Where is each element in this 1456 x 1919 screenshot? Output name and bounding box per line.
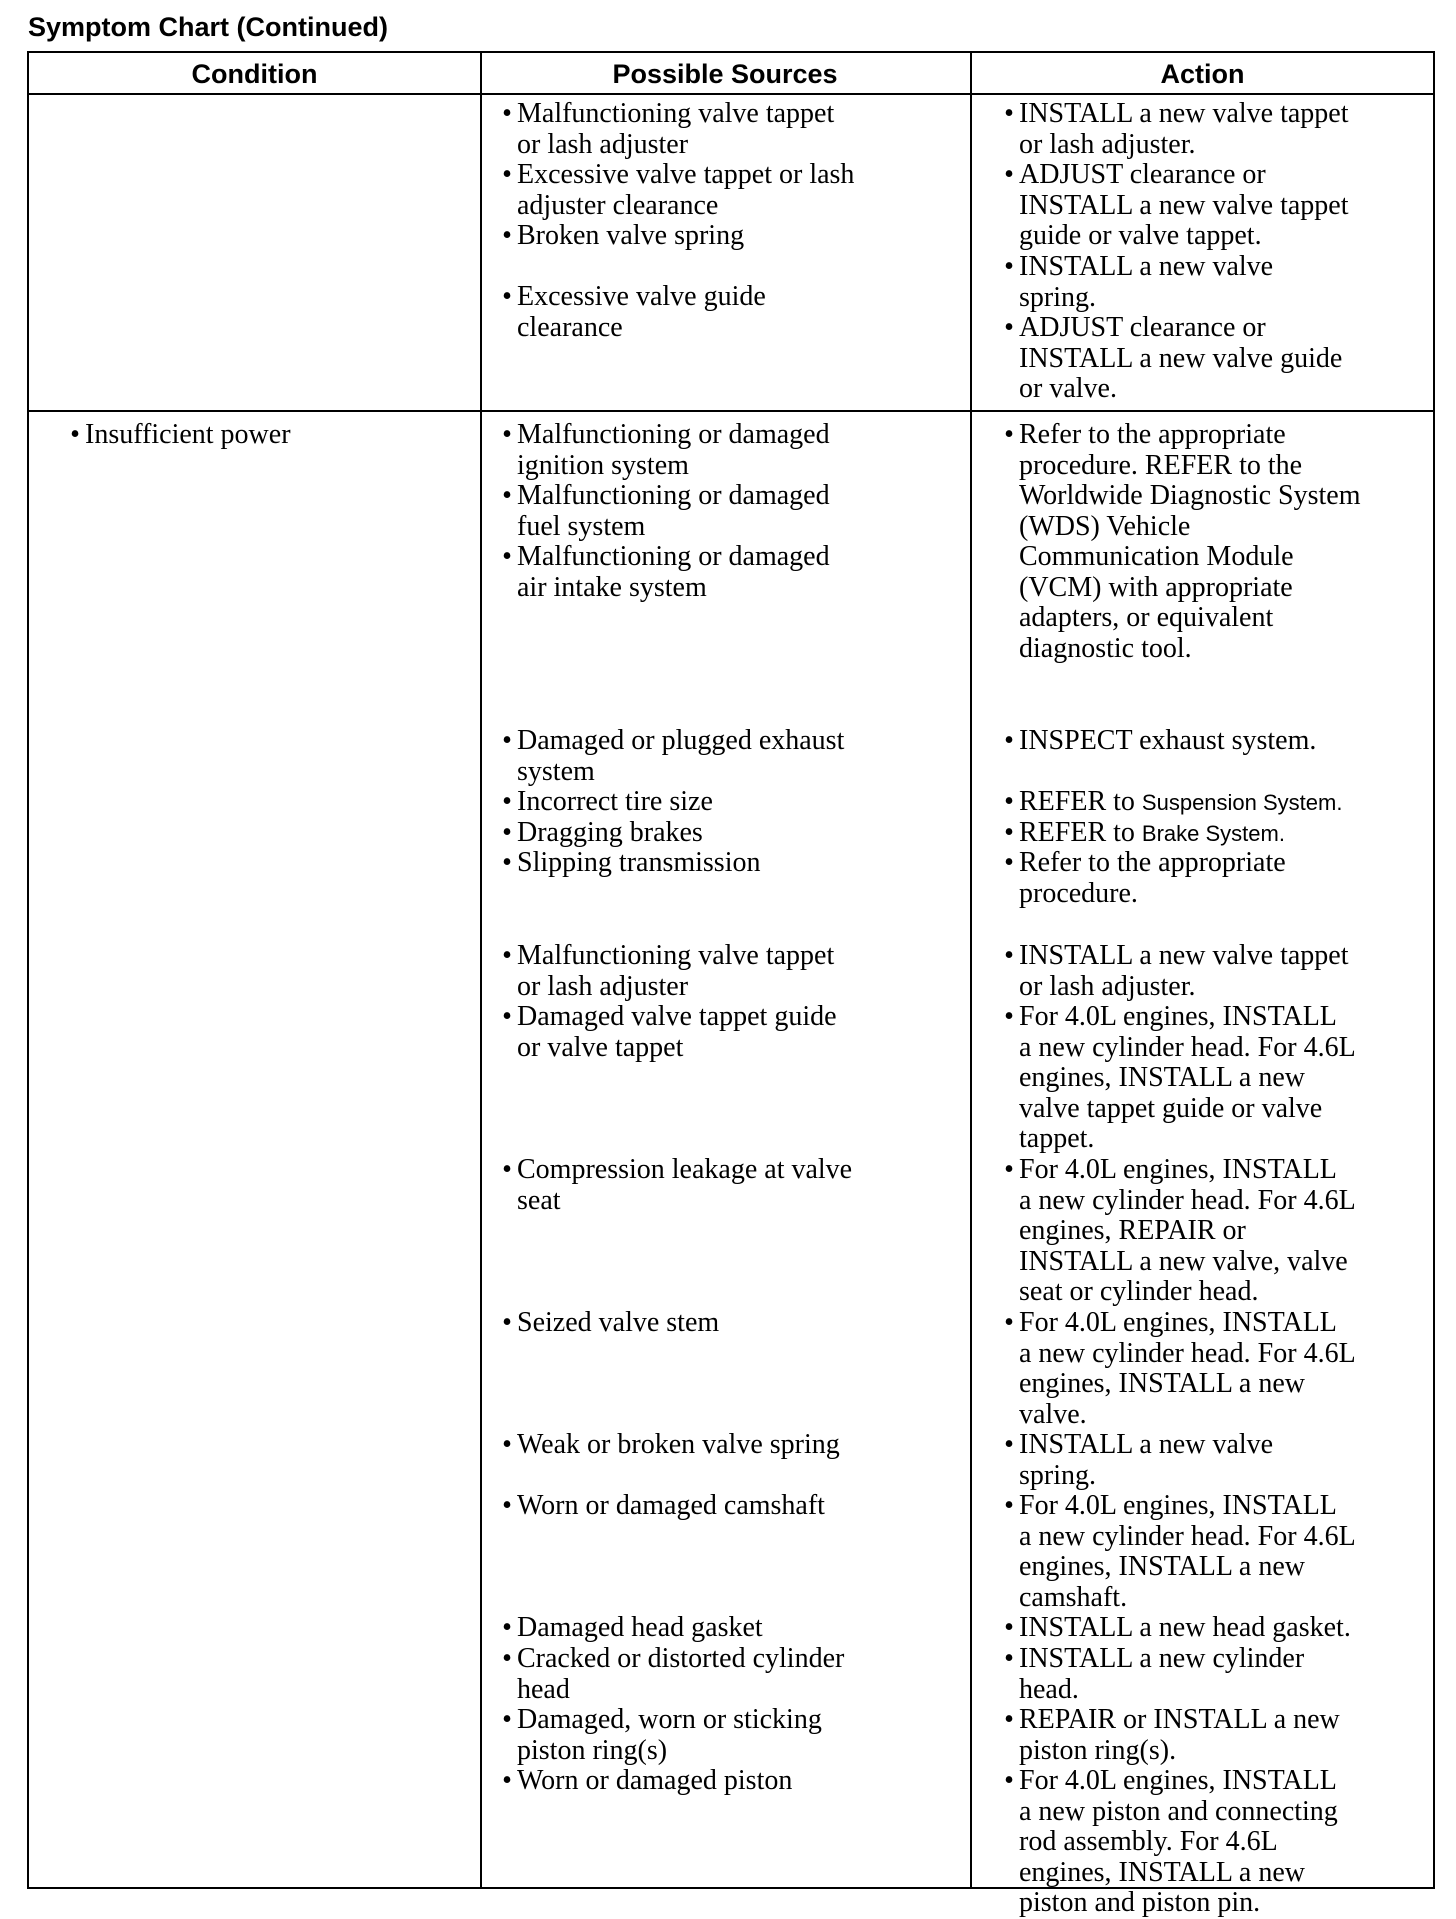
action-text: INSPECT exhaust system. — [1019, 725, 1317, 756]
source-text: Malfunctioning valve tappet — [517, 98, 835, 129]
source-text: Compression leakage at valve — [517, 1154, 853, 1185]
action-text: INSTALL a new valve guide — [1019, 342, 1343, 374]
suspension-system-reference: Suspension System. — [1141, 790, 1343, 815]
column-divider — [970, 53, 972, 1887]
bullet: • — [1004, 251, 1014, 282]
column-divider — [480, 53, 482, 1887]
source-text: Excessive valve guide — [517, 281, 766, 312]
source-text: Malfunctioning or damaged — [517, 541, 830, 572]
source-text: or lash adjuster — [517, 128, 689, 160]
bullet: • — [1004, 1612, 1014, 1643]
action-text: Worldwide Diagnostic System — [1019, 480, 1361, 511]
bullet: • — [502, 725, 512, 756]
source-text: Cracked or distorted cylinder — [517, 1643, 845, 1674]
bullet: • — [1004, 1490, 1014, 1521]
brake-system-reference: Brake System. — [1141, 821, 1285, 846]
bullet: • — [1004, 1154, 1014, 1185]
header-possible-sources: Possible Sources — [612, 59, 838, 89]
action-text: procedure. REFER to the — [1019, 449, 1303, 481]
action-text: tappet. — [1019, 1123, 1095, 1154]
action-text: diagnostic tool. — [1019, 632, 1192, 664]
action-text: a new cylinder head. For 4.6L — [1019, 1184, 1356, 1216]
bullet: • — [1004, 1307, 1014, 1338]
action-text: For 4.0L engines, INSTALL — [1019, 1154, 1337, 1185]
bullet: • — [502, 480, 512, 511]
action-text: camshaft. — [1019, 1581, 1128, 1613]
action-text: guide or valve tappet. — [1019, 220, 1262, 251]
source-text: Excessive valve tappet or lash — [517, 159, 855, 190]
action-text: (WDS) Vehicle — [1019, 510, 1191, 542]
action-text: spring. — [1019, 1459, 1096, 1491]
bullet: • — [502, 159, 512, 190]
source-text: Weak or broken valve spring — [517, 1429, 840, 1460]
source-text: ignition system — [517, 449, 689, 481]
action-text: Refer to the appropriate — [1019, 419, 1286, 450]
action-text: REFER to — [1019, 786, 1142, 817]
source-text: or lash adjuster — [517, 970, 689, 1002]
bullet: • — [502, 220, 512, 251]
action-text: engines, INSTALL a new — [1019, 1062, 1305, 1093]
condition-text: Insufficient power — [85, 419, 291, 450]
bullet: • — [1004, 725, 1014, 756]
bullet: • — [502, 1490, 512, 1521]
action-text: INSTALL a new valve, valve — [1019, 1245, 1348, 1277]
source-text: Malfunctioning or damaged — [517, 419, 830, 450]
action-text: a new piston and connecting — [1019, 1795, 1338, 1827]
bullet: • — [502, 1704, 512, 1735]
source-text: Damaged valve tappet guide — [517, 1001, 837, 1032]
action-text: INSTALL a new valve tappet — [1019, 940, 1349, 971]
action-text: Communication Module — [1019, 541, 1294, 572]
action-text: or lash adjuster. — [1019, 128, 1196, 160]
bullet: • — [1004, 312, 1014, 343]
action-text: adapters, or equivalent — [1019, 602, 1274, 633]
bullet: • — [1004, 817, 1014, 848]
action-text: piston and piston pin. — [1019, 1887, 1261, 1918]
source-text: Broken valve spring — [517, 220, 745, 251]
action-text: For 4.0L engines, INSTALL — [1019, 1490, 1337, 1521]
source-text: Worn or damaged camshaft — [517, 1490, 825, 1521]
action-text: head. — [1019, 1673, 1079, 1705]
bullet: • — [502, 98, 512, 129]
bullet: • — [1004, 159, 1014, 190]
action-text: a new cylinder head. For 4.6L — [1019, 1031, 1356, 1063]
action-text: valve tappet guide or valve — [1019, 1092, 1323, 1124]
bullet: • — [1004, 419, 1014, 450]
source-text: system — [517, 755, 595, 787]
action-text: or valve. — [1019, 373, 1117, 404]
action-text: For 4.0L engines, INSTALL — [1019, 1765, 1337, 1796]
action-text: INSTALL a new valve — [1019, 251, 1274, 282]
header-divider — [29, 93, 1433, 95]
source-text: air intake system — [517, 571, 707, 603]
action-text: REFER to — [1019, 817, 1142, 848]
bullet: • — [502, 847, 512, 878]
action-text: INSTALL a new head gasket. — [1019, 1612, 1351, 1643]
action-text: INSTALL a new valve tappet — [1019, 189, 1349, 221]
bullet: • — [502, 1643, 512, 1674]
row-divider — [29, 410, 1433, 412]
bullet: • — [502, 541, 512, 572]
bullet: • — [1004, 1429, 1014, 1460]
source-text: Damaged, worn or sticking — [517, 1704, 822, 1735]
action-text: For 4.0L engines, INSTALL — [1019, 1307, 1337, 1338]
bullet: • — [70, 419, 80, 450]
bullet: • — [1004, 940, 1014, 971]
action-text: procedure. — [1019, 877, 1138, 909]
action-text: valve. — [1019, 1398, 1087, 1430]
bullet: • — [502, 786, 512, 817]
action-text: a new cylinder head. For 4.6L — [1019, 1520, 1356, 1552]
action-text: For 4.0L engines, INSTALL — [1019, 1001, 1337, 1032]
action-text: engines, INSTALL a new — [1019, 1856, 1305, 1888]
source-text: piston ring(s) — [517, 1734, 668, 1766]
header-condition: Condition — [191, 59, 318, 89]
bullet: • — [502, 817, 512, 848]
action-text: a new cylinder head. For 4.6L — [1019, 1337, 1356, 1369]
bullet: • — [1004, 1001, 1014, 1032]
action-text: seat or cylinder head. — [1019, 1276, 1259, 1307]
bullet: • — [502, 1154, 512, 1185]
action-text: INSTALL a new cylinder — [1019, 1643, 1305, 1674]
source-text: Dragging brakes — [517, 817, 703, 848]
source-text: Incorrect tire size — [517, 786, 713, 817]
action-text: (VCM) with appropriate — [1019, 571, 1293, 603]
action-text: INSTALL a new valve tappet — [1019, 98, 1349, 129]
bullet: • — [502, 940, 512, 971]
source-text: seat — [517, 1184, 561, 1216]
action-text: ADJUST clearance or — [1019, 312, 1266, 343]
bullet: • — [502, 419, 512, 450]
source-text: Damaged head gasket — [517, 1612, 763, 1643]
source-text: head — [517, 1673, 570, 1705]
chart-title: Symptom Chart (Continued) — [28, 12, 388, 42]
action-text: rod assembly. For 4.6L — [1019, 1826, 1278, 1857]
bullet: • — [502, 1765, 512, 1796]
bullet: • — [1004, 1704, 1014, 1735]
bullet: • — [1004, 98, 1014, 129]
symptom-table — [27, 51, 1435, 1918]
action-text: engines, REPAIR or — [1019, 1215, 1246, 1246]
bullet: • — [502, 1001, 512, 1032]
action-text: or lash adjuster. — [1019, 970, 1196, 1002]
action-text: spring. — [1019, 281, 1096, 313]
source-text: Damaged or plugged exhaust — [517, 725, 845, 756]
action-text: engines, INSTALL a new — [1019, 1551, 1305, 1582]
action-text: engines, INSTALL a new — [1019, 1368, 1305, 1399]
bullet: • — [1004, 847, 1014, 878]
bullet: • — [502, 1429, 512, 1460]
source-text: adjuster clearance — [517, 189, 719, 221]
source-text: Malfunctioning valve tappet — [517, 940, 835, 971]
bullet: • — [1004, 786, 1014, 817]
action-text: REPAIR or INSTALL a new — [1019, 1704, 1340, 1735]
bullet: • — [502, 1612, 512, 1643]
source-text: Malfunctioning or damaged — [517, 480, 830, 511]
action-text: ADJUST clearance or — [1019, 159, 1266, 190]
source-text: clearance — [517, 311, 623, 343]
bullet: • — [1004, 1765, 1014, 1796]
source-text: fuel system — [517, 510, 646, 542]
bullet: • — [1004, 1643, 1014, 1674]
source-text: Slipping transmission — [517, 847, 761, 878]
source-text: Seized valve stem — [517, 1307, 720, 1338]
action-text: piston ring(s). — [1019, 1734, 1177, 1766]
header-action: Action — [1160, 59, 1245, 89]
bullet: • — [502, 1307, 512, 1338]
action-text: INSTALL a new valve — [1019, 1429, 1274, 1460]
source-text: or valve tappet — [517, 1031, 684, 1063]
action-text: Refer to the appropriate — [1019, 847, 1286, 878]
bullet: • — [502, 281, 512, 312]
source-text: Worn or damaged piston — [517, 1765, 793, 1796]
